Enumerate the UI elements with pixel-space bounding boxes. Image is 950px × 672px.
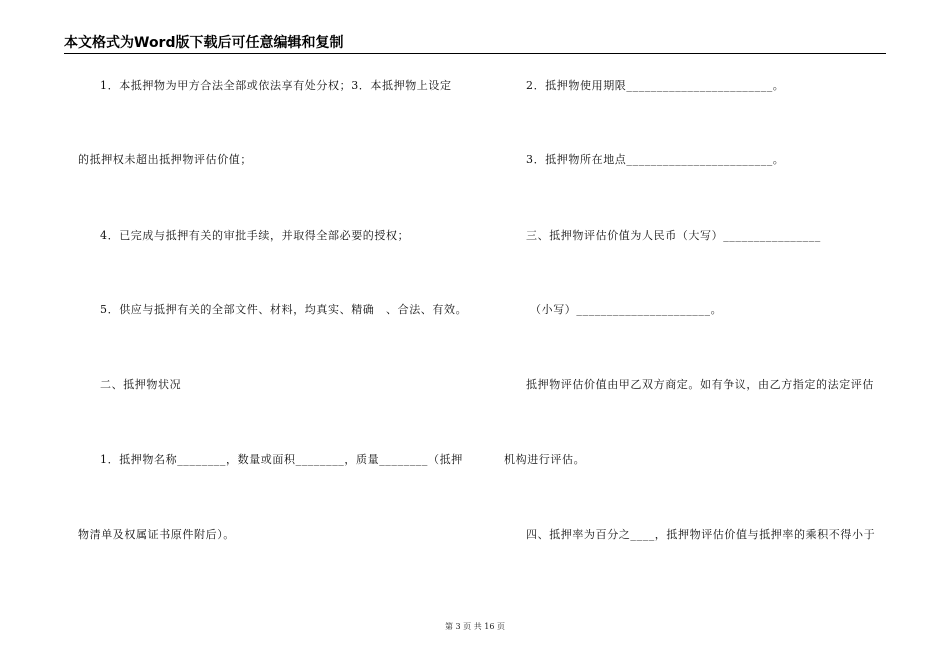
- left-line-1: 1．本抵押物为甲方合法全部或依法享有处分权；3．本抵押物上设定: [100, 79, 452, 92]
- left-line-3: 4．已完成与抵押有关的审批手续，并取得全部必要的授权；: [100, 229, 410, 242]
- left-line-2: 的抵押权未超出抵押物评估价值；: [78, 153, 252, 166]
- right-line-1: 2．抵押物使用期限________________________。: [526, 79, 785, 92]
- left-line-6: 物清单及权属证书原件附后）。: [78, 528, 235, 541]
- right-line-3: （小写）______________________。: [530, 303, 723, 316]
- right-line-4: 抵押物评估价值由甲乙双方商定。如有争议，由乙方指定的法定评估: [526, 378, 874, 391]
- right-section-heading-4: 四、抵押率为百分之____，抵押物评估价值与抵押率的乘积不得小于: [526, 528, 876, 541]
- right-line-5: 机构进行评估。: [504, 453, 586, 466]
- right-section-heading-3: 三、抵押物评估价值为人民币（大写）________________: [526, 229, 821, 242]
- left-line-4: 5．供应与抵押有关的全部文件、材料，均真实、精确 、合法、有效。: [100, 303, 468, 316]
- header-divider: [64, 53, 886, 54]
- page-header-title: 本文格式为Word版下载后可任意编辑和复制: [64, 35, 344, 51]
- left-line-5: 1．抵押物名称________，数量或面积________，质量________（抵押: [100, 453, 463, 466]
- page-number-footer: 第 3 页 共 16 页: [445, 622, 505, 631]
- left-section-heading: 二、抵押物状况: [100, 378, 182, 391]
- right-line-2: 3．抵押物所在地点________________________。: [526, 153, 785, 166]
